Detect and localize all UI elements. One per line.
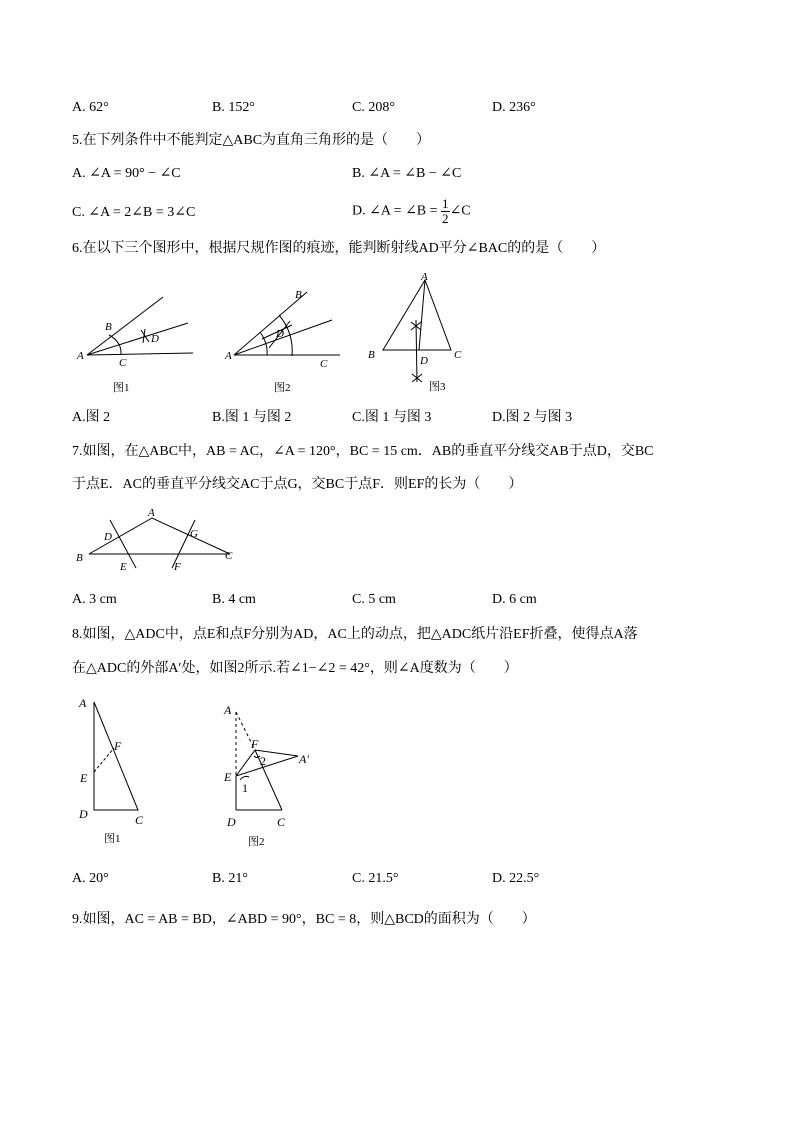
q8-fig2-label-a-prime: A′	[299, 752, 309, 766]
fig1-label-c: C	[119, 357, 127, 369]
q5-option-a: A. ∠A = 90° − ∠C	[72, 166, 181, 181]
q6-option-a: A.图 2	[72, 410, 111, 425]
q4-option-a: A. 62°	[72, 100, 109, 115]
fig1-arc-a	[109, 335, 121, 355]
q8-option-a: A. 20°	[72, 871, 109, 886]
q8-option-c: C. 21.5°	[352, 871, 399, 886]
fig2-label-b: B	[295, 289, 302, 301]
fig3-perpendicular-line	[416, 320, 417, 382]
fig3-label-c: C	[454, 349, 462, 361]
q8-fig1-fold-line	[94, 748, 114, 772]
q6-stem: 6.在以下三个图形中，根据尺规作图的痕迹，能判断射线AD平分∠BAC的的是（ ）	[72, 241, 606, 256]
q7-label-f: F	[174, 561, 181, 573]
q4-option-b: B. 152°	[212, 100, 255, 115]
fig2-label-d: D	[276, 328, 284, 340]
q8-figure-1	[72, 692, 162, 852]
q8-fig1-label-f: F	[114, 739, 122, 753]
q8-stem-line1: 8.如图，△ADC中，点E和点F分别为AD，AC上的动点，把△ADC纸片沿EF折叠，使得点A落	[72, 627, 638, 642]
fig1-ray-ad	[87, 323, 188, 355]
q7-option-b: B. 4 cm	[212, 592, 256, 607]
q8-fig1-label-a: A	[79, 696, 87, 710]
q7-option-a: A. 3 cm	[72, 592, 117, 607]
q8-fig2-label-a: A	[224, 703, 232, 717]
q8-fig2-angle1-arc	[240, 776, 249, 780]
fig2-label-a: A	[225, 350, 232, 362]
q4-option-c: C. 208°	[352, 100, 395, 115]
q8-fig2-caption: 图2	[248, 836, 265, 848]
q7-label-e: E	[120, 561, 127, 573]
q5-option-d-suffix: ∠C	[449, 203, 471, 219]
q8-fig1-label-e: E	[80, 771, 88, 785]
q8-fig2-label-e: E	[224, 770, 232, 784]
fig1-label-b: B	[105, 321, 112, 333]
q7-label-c: C	[225, 550, 233, 562]
q5-option-d	[352, 197, 471, 226]
fraction-numerator: 1	[442, 196, 449, 211]
fig1-caption: 图1	[113, 382, 130, 394]
q5-option-c: C. ∠A = 2∠B = 3∠C	[72, 205, 196, 220]
q5-option-d-fraction	[441, 197, 450, 226]
fig3-caption: 图3	[429, 381, 446, 393]
q7-label-b: B	[76, 552, 83, 564]
q7-option-c: C. 5 cm	[352, 592, 396, 607]
fig3-label-d: D	[420, 355, 428, 367]
q7-label-a: A	[148, 507, 155, 519]
q6-option-b: B.图 1 与图 2	[212, 410, 292, 425]
q5-stem: 5.在下列条件中不能判定△ABC为直角三角形的是（ ）	[72, 133, 431, 148]
q6-figure-2	[222, 285, 352, 395]
q8-fig2-label-f: F	[251, 737, 259, 751]
q8-fig1-label-d: D	[79, 807, 88, 821]
q6-option-c: C.图 1 与图 3	[352, 410, 432, 425]
fig3-triangle-abc	[383, 280, 451, 350]
q6-figure-3	[363, 270, 473, 395]
q5-option-d-prefix: D. ∠A = ∠B =	[352, 203, 442, 219]
fraction-denominator: 2	[442, 211, 449, 226]
q8-stem-line2: 在△ADC的外部A′处，如图2所示.若∠1−∠2 = 42°，则∠A度数为（ ）	[72, 661, 518, 676]
q8-fig2-label-angle1: 1	[242, 781, 248, 795]
fig3-segment-ad	[419, 280, 425, 350]
q7-stem-line1: 7.如图，在△ABC中，AB = AC，∠A = 120°，BC = 15 cm．AB的垂直平分线交AB于点D，交BC	[72, 444, 654, 459]
fig2-arc-small	[260, 332, 267, 355]
q8-fig1-label-c: C	[135, 813, 144, 827]
q9-stem: 9.如图，AC = AB = BD，∠ABD = 90°，BC = 8，则△BCD的面积为（ ）	[72, 912, 536, 927]
q7-label-g: G	[190, 528, 198, 540]
q7-figure	[72, 502, 242, 574]
fig3-label-b: B	[368, 349, 375, 361]
q8-option-b: B. 21°	[212, 871, 248, 886]
q4-option-d: D. 236°	[492, 100, 536, 115]
q7-label-d: D	[104, 531, 112, 543]
q7-option-d: D. 6 cm	[492, 592, 537, 607]
q6-option-d: D.图 2 与图 3	[492, 410, 573, 425]
q8-option-d: D. 22.5°	[492, 871, 540, 886]
q8-fig1-triangle	[94, 702, 138, 810]
q8-fig2-label-c: C	[277, 815, 286, 829]
q8-fig1-caption: 图1	[104, 833, 121, 845]
fig2-label-c: C	[320, 358, 328, 370]
q7-stem-line2: 于点E．AC的垂直平分线交AC于点G，交BC于点F．则EF的长为（ ）	[72, 477, 523, 492]
q8-fig2-label-d: D	[227, 815, 236, 829]
fig1-label-a: A	[77, 350, 84, 362]
q6-figure-1	[70, 292, 200, 397]
q8-fig2-label-angle2: 2	[260, 754, 266, 768]
q8-figure-2	[218, 698, 328, 854]
q8-fig2-folded-triangle	[236, 750, 298, 776]
fig2-caption: 图2	[274, 382, 291, 394]
fig1-ray-ac	[87, 353, 193, 355]
fig3-label-a: A	[421, 271, 428, 283]
q5-option-b: B. ∠A = ∠B − ∠C	[352, 166, 462, 181]
fig1-ray-ab	[87, 297, 163, 355]
fig1-label-d: D	[151, 333, 159, 345]
